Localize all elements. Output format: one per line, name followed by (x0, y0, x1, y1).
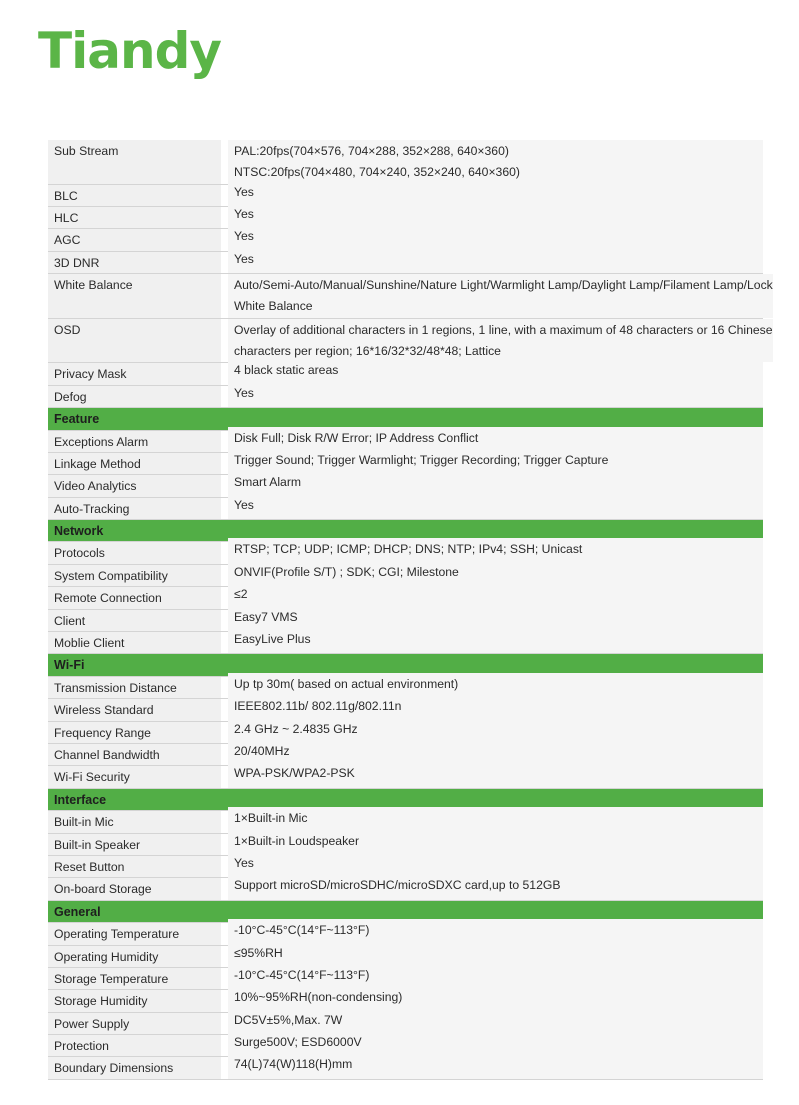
spec-row-defog (48, 386, 763, 408)
spec-key: Storage Humidity (48, 990, 221, 1011)
spec-key: Protocols (48, 542, 221, 563)
spec-value-line-2: NTSC:20fps(704×480, 704×240, 352×240, 640×360) (234, 165, 520, 179)
spec-row (48, 1057, 763, 1079)
spec-key: Linkage Method (48, 453, 221, 474)
spec-key: Built-in Mic (48, 811, 221, 832)
spec-value: Easy7 VMS (228, 606, 763, 631)
spec-row-sub-stream (48, 140, 763, 185)
spec-row-3d-dnr (48, 252, 763, 274)
section-header-network: Network (48, 520, 763, 542)
spec-value: -10°C-45°C(14°F~113°F) (228, 919, 763, 944)
spec-value: Disk Full; Disk R/W Error; IP Address Conflict (228, 427, 763, 452)
spec-row (48, 878, 763, 900)
spec-key: Moblie Client (48, 632, 221, 653)
spec-value: Support microSD/microSDHC/microSDXC card,up to 512GB (228, 874, 763, 899)
spec-value: Yes (228, 494, 763, 519)
spec-value (228, 319, 773, 363)
spec-key: Protection (48, 1035, 221, 1056)
spec-key: Storage Temperature (48, 968, 221, 989)
spec-key: System Compatibility (48, 565, 221, 586)
spec-value: 2.4 GHz ~ 2.4835 GHz (228, 718, 763, 743)
spec-row-osd (48, 319, 773, 364)
spec-value: Surge500V; ESD6000V (228, 1031, 763, 1056)
spec-key: Remote Connection (48, 587, 221, 608)
spec-key: Channel Bandwidth (48, 744, 221, 765)
spec-key: Boundary Dimensions (48, 1057, 221, 1078)
spec-value: Yes (228, 181, 763, 206)
spec-value: Yes (228, 382, 763, 407)
spec-key: Wi-Fi Security (48, 766, 221, 787)
spec-row (48, 632, 763, 654)
spec-value: Yes (228, 225, 763, 250)
spec-key: White Balance (48, 274, 221, 318)
spec-row (48, 498, 763, 520)
spec-value: Yes (228, 248, 763, 273)
spec-value: Smart Alarm (228, 471, 763, 496)
spec-key: Client (48, 610, 221, 631)
spec-value: -10°C-45°C(14°F~113°F) (228, 964, 763, 989)
spec-value: RTSP; TCP; UDP; ICMP; DHCP; DNS; NTP; IPv4; SSH; Unicast (228, 538, 763, 563)
spec-value: Trigger Sound; Trigger Warmlight; Trigger Recording; Trigger Capture (228, 449, 763, 474)
section-header-general: General (48, 901, 763, 923)
spec-key: Operating Temperature (48, 923, 221, 944)
spec-key: Transmission Distance (48, 677, 221, 698)
spec-value: ≤2 (228, 583, 763, 608)
spec-key: Reset Button (48, 856, 221, 877)
spec-key: 3D DNR (48, 252, 221, 273)
section-header-wifi: Wi-Fi (48, 654, 763, 676)
spec-value: 1×Built-in Loudspeaker (228, 830, 763, 855)
spec-value: Yes (228, 852, 763, 877)
spec-row (48, 766, 763, 788)
spec-key: Defog (48, 386, 221, 407)
section-header-interface: Interface (48, 789, 763, 811)
spec-key: Video Analytics (48, 475, 221, 496)
spec-table (48, 140, 773, 1080)
spec-key: Frequency Range (48, 722, 221, 743)
section-header-feature: Feature (48, 408, 763, 430)
spec-value-line-1: Overlay of additional characters in 1 regions, 1 line, with a maximum of 48 characters or 16 Chinese (234, 322, 773, 337)
spec-key: Sub Stream (48, 140, 221, 184)
spec-value: DC5V±5%,Max. 7W (228, 1009, 763, 1034)
spec-row-white-balance (48, 274, 773, 319)
spec-value: WPA-PSK/WPA2-PSK (228, 762, 763, 787)
spec-value: ≤95%RH (228, 942, 763, 967)
spec-value-line-1: PAL:20fps(704×576, 704×288, 352×288, 640×360) (234, 144, 509, 158)
spec-key: Power Supply (48, 1013, 221, 1034)
spec-value: EasyLive Plus (228, 628, 763, 653)
spec-key: OSD (48, 319, 221, 363)
spec-value: 1×Built-in Mic (228, 807, 763, 832)
spec-value: 10%~95%RH(non-condensing) (228, 986, 763, 1011)
spec-key: BLC (48, 185, 221, 206)
spec-key: AGC (48, 229, 221, 250)
spec-value (228, 274, 773, 318)
spec-key: Wireless Standard (48, 699, 221, 720)
spec-value: 74(L)74(W)118(H)mm (228, 1053, 763, 1078)
spec-key: Auto-Tracking (48, 498, 221, 519)
spec-value: 20/40MHz (228, 740, 763, 765)
spec-value: Yes (228, 203, 763, 228)
spec-value: IEEE802.11b/ 802.11g/802.11n (228, 695, 763, 720)
spec-key: Operating Humidity (48, 946, 221, 967)
spec-value-line-1: Auto/Semi-Auto/Manual/Sunshine/Nature Light/Warmlight Lamp/Daylight Lamp/Filament Lamp/Lock (234, 278, 773, 293)
spec-key: Built-in Speaker (48, 834, 221, 855)
spec-value (228, 140, 763, 184)
spec-key: Privacy Mask (48, 363, 221, 384)
spec-value-line-2: White Balance (234, 299, 313, 314)
spec-value-line-2: characters per region; 16*16/32*32/48*48; Lattice (234, 343, 501, 358)
spec-key: On-board Storage (48, 878, 221, 899)
spec-key: Exceptions Alarm (48, 431, 221, 452)
spec-value: Up tp 30m( based on actual environment) (228, 673, 763, 698)
spec-value: ONVIF(Profile S/T) ; SDK; CGI; Milestone (228, 561, 763, 586)
spec-key: HLC (48, 207, 221, 228)
spec-value: 4 black static areas (228, 359, 763, 384)
brand-logo: Tiandy (38, 22, 221, 80)
